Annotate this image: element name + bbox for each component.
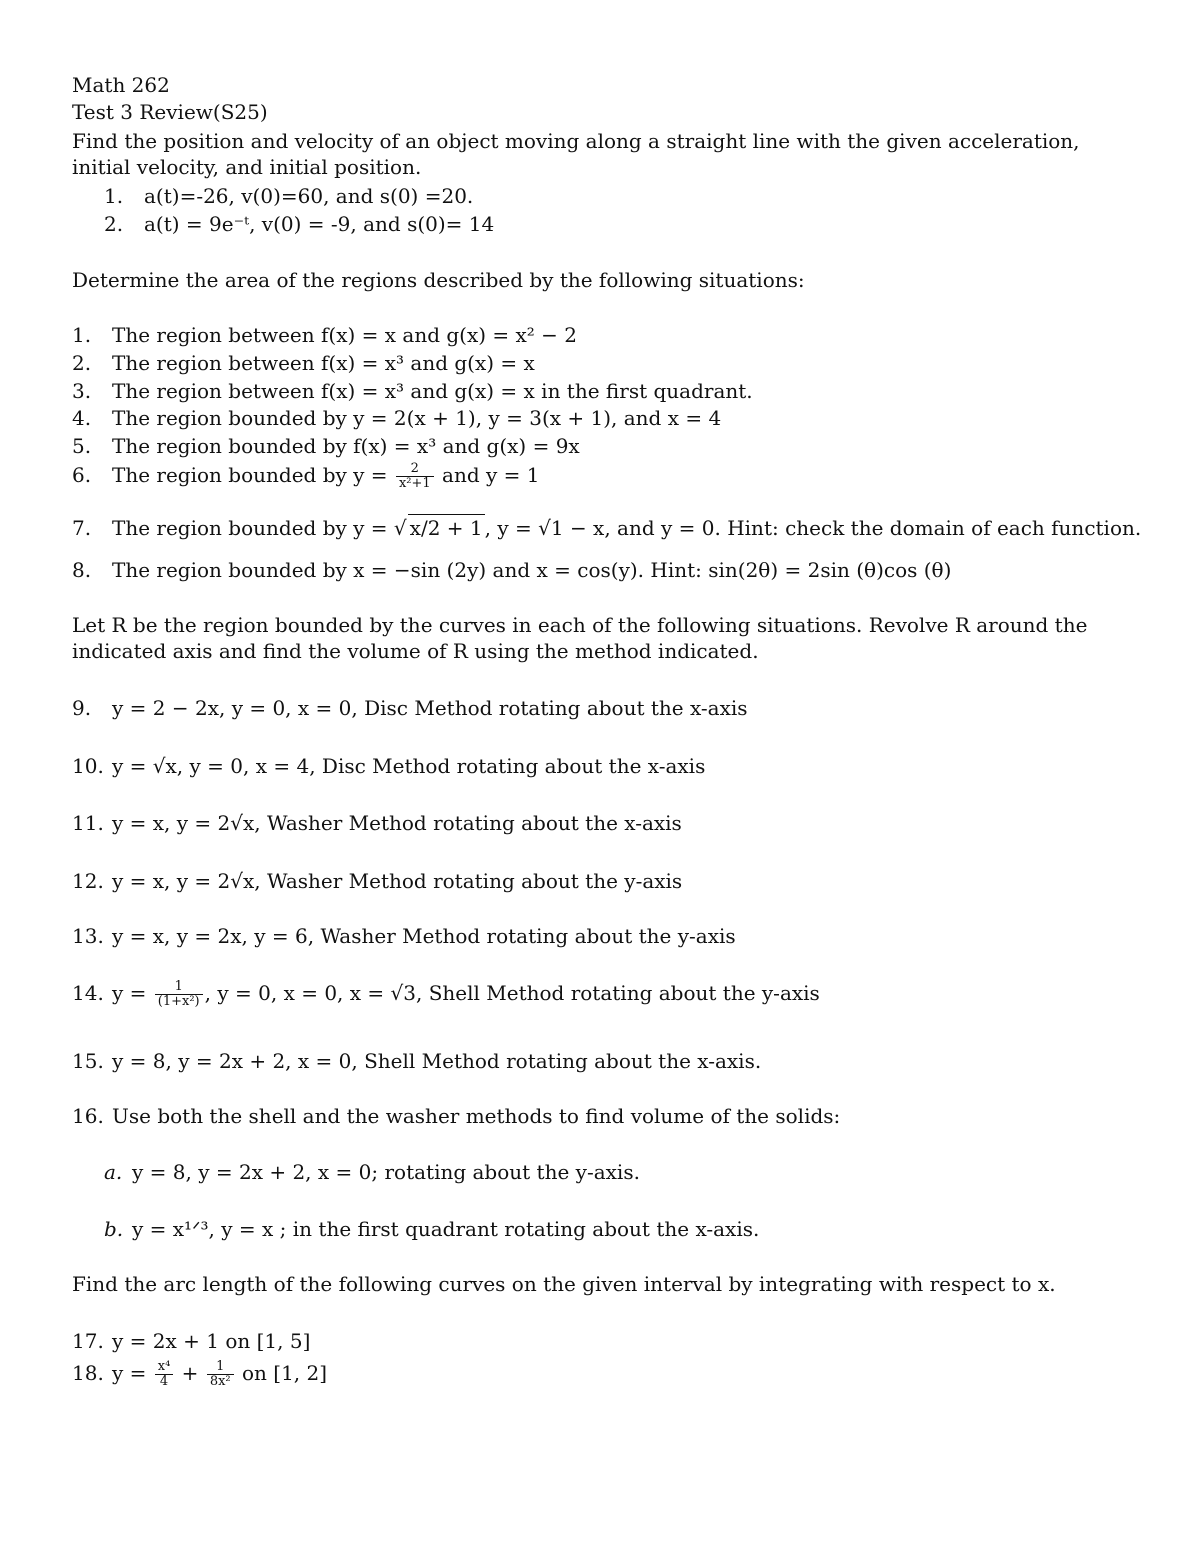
sub-item: b. y = x¹ᐟ³, y = x ; in the first quadrant rotating about the x-axis. [104, 1217, 760, 1241]
volume-item: 15. y = 8, y = 2x + 2, x = 0, Shell Method rotating about the x-axis. [72, 1049, 762, 1073]
volume-item: 9. y = 2 − 2x, y = 0, x = 0, Disc Method rotating about the x-axis [72, 696, 748, 720]
fraction: $\frac{1}{\text{8x²}}$ [207, 1360, 234, 1389]
motion-item: 2. a(t) = 9e⁻ᵗ, v(0) = -9, and s(0)= 14 [104, 212, 495, 236]
motion-item: 1. a(t)=-26, v(0)=60, and s(0) =20. [104, 184, 474, 208]
volume-item: 12. y = x, y = 2√x, Washer Method rotating about the y-axis [72, 869, 683, 893]
area-item: 7. The region bounded by y = √ x/2 + 1 , y = √1 − x, and y = 0. Hint: check the domain of each function. [72, 516, 1142, 540]
course-title: Math 262 [72, 73, 170, 97]
radical: x/2 + 1 [409, 516, 483, 540]
area-item: 6. The region bounded by y = $\frac{2}{\text{x²+1}}$ and y = 1 [72, 461, 540, 491]
arc-item: 18. y = $\frac{\text{x⁴}}{4}$ + $\frac{1}{\text{8x²}}$ on [1, 2] [72, 1359, 328, 1389]
volume-heading: Let R be the region bounded by the curves in each of the following situations. Revolve R around the indicated axis and find the volume of R using the method indicated. [72, 613, 1088, 663]
arc-item: 17. y = 2x + 1 on [1, 5] [72, 1329, 311, 1353]
fraction: $\frac{\text{x⁴}}{4}$ [155, 1360, 174, 1389]
area-item: 4. The region bounded by y = 2(x + 1), y = 3(x + 1), and x = 4 [72, 406, 722, 430]
fraction: $\frac{2}{\text{x²+1}}$ [396, 462, 434, 491]
fraction: $\frac{1}{\text{(1+x²)}}$ [155, 980, 203, 1009]
volume-item: 16. Use both the shell and the washer methods to find volume of the solids: [72, 1104, 841, 1128]
volume-item: 10. y = √x, y = 0, x = 4, Disc Method rotating about the x-axis [72, 754, 706, 778]
area-heading: Determine the area of the regions described by the following situations: [72, 268, 805, 292]
area-item: 3. The region between f(x) = x³ and g(x) = x in the first quadrant. [72, 379, 753, 403]
area-item: 1. The region between f(x) = x and g(x) = x² − 2 [72, 323, 578, 347]
area-item: 2. The region between f(x) = x³ and g(x) = x [72, 351, 535, 375]
area-item: 5. The region bounded by f(x) = x³ and g(x) = 9x [72, 434, 580, 458]
volume-item: 13. y = x, y = 2x, y = 6, Washer Method rotating about the y-axis [72, 924, 736, 948]
motion-instructions: Find the position and velocity of an object moving along a straight line with the given acceleration, initial velocity, and initial position. [72, 129, 1080, 179]
sub-item: a. y = 8, y = 2x + 2, x = 0; rotating about the y-axis. [104, 1160, 640, 1184]
arc-heading: Find the arc length of the following curves on the given interval by integrating with respect to x. [72, 1272, 1056, 1296]
area-item: 8. The region bounded by x = −sin (2y) and x = cos(y). Hint: sin(2θ) = 2sin (θ)cos (θ) [72, 558, 952, 582]
volume-item: 14. y = $\frac{1}{\text{(1+x²)}}$ , y = 0, x = 0, x = √3, Shell Method rotating about the y-axis [72, 979, 820, 1009]
test-title: Test 3 Review(S25) [72, 100, 268, 124]
volume-item: 11. y = x, y = 2√x, Washer Method rotating about the x-axis [72, 811, 682, 835]
